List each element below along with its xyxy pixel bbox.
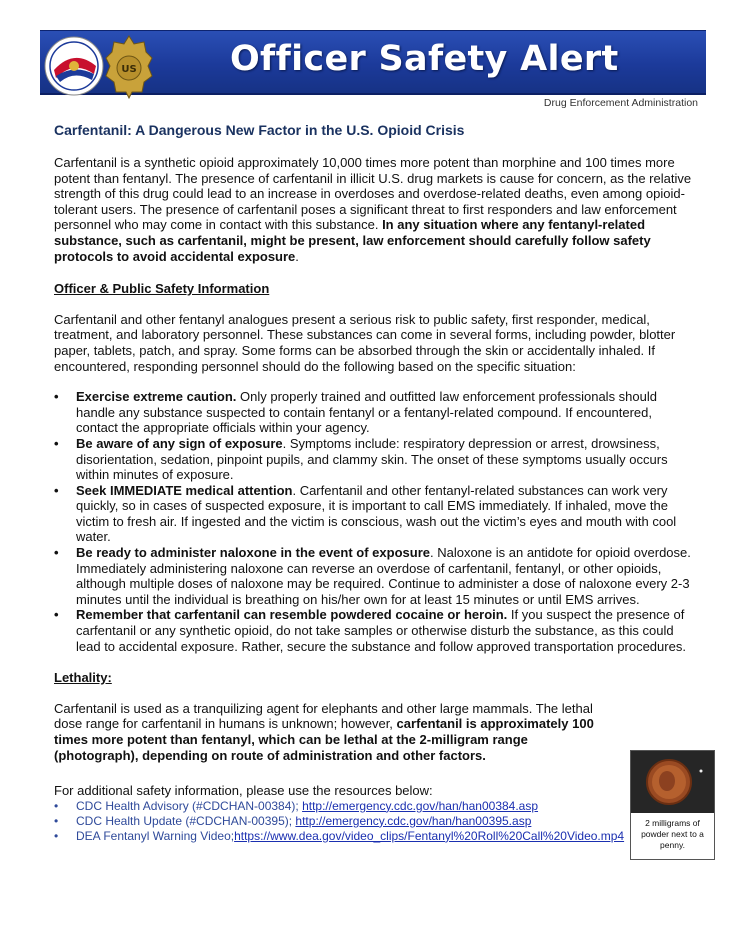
resource-label: CDC Health Advisory (#CDCHAN-00384); <box>76 798 303 813</box>
safety-item-bold: Exercise extreme caution. <box>76 389 237 405</box>
resource-label: DEA Fentanyl Warning Video; <box>76 828 235 843</box>
safety-item-bold: Be aware of any sign of exposure <box>76 435 283 451</box>
intro-bold-text: In any situation where any fentanyl-related substance, such as carfentanil, might be present, law enforcement should carefully follow safety protocols to avoid accidental exposure <box>54 217 651 264</box>
safety-item-bold: Remember that carfentanil can resemble powdered cocaine or heroin. <box>76 607 508 623</box>
lethality-text: Carfentanil is used as a tranquilizing agent for elephants and other large mammals. The lethal dose range for carfentanil in humans is unknown; however, <box>54 700 593 732</box>
safety-item <box>54 389 694 436</box>
safety-item <box>54 545 694 607</box>
dea-badge-icon <box>104 34 154 100</box>
resources-list <box>54 799 694 844</box>
lethality-paragraph <box>54 701 614 763</box>
document-headline: Carfentanil: A Dangerous New Factor in the U.S. Opioid Crisis <box>54 122 465 138</box>
safety-item <box>54 607 694 654</box>
penny-photo-box <box>630 750 715 860</box>
resource-link[interactable]: http://emergency.cdc.gov/han/han00384.asp <box>302 798 539 813</box>
safety-item-text: . Symptoms include: respiratory depression or arrest, drowsiness, disorientation, sedation, pinpoint pupils, and clammy skin. The onset of these symptoms usually occurs within minutes of exposure. <box>76 435 668 483</box>
svg-text:US: US <box>121 64 137 75</box>
safety-heading: Officer & Public Safety Information <box>54 281 270 297</box>
resource-item <box>54 829 694 844</box>
safety-paragraph: Carfentanil and other fentanyl analogues present a serious risk to public safety, first responder, medical, treatment, and laboratory personnel. These substances can come in several forms, including powder, blotter paper, tablets, patch, and spray. Some forms can be absorbed through the skin or accidentally inhaled. If encountered, responding personnel should do the following based on the specific situation: <box>54 311 676 374</box>
resource-link[interactable]: https://www.dea.gov/video_clips/Fentanyl%20Roll%20Call%20Video.mp4 <box>234 828 625 843</box>
safety-item-text: Only properly trained and outfitted law enforcement professionals should handle any substance suspected to contain fentanyl or a fentanyl-related compound. If encountered, contact the appropriate officials within your agency. <box>76 389 657 436</box>
agency-name: Drug Enforcement Administration <box>543 97 698 109</box>
safety-item <box>54 436 694 483</box>
lethality-heading: Lethality: <box>54 670 112 686</box>
penny-photo <box>631 751 714 813</box>
safety-list <box>54 389 694 654</box>
safety-item-text: . Carfentanil and other fentanyl-related substances can work very quickly, so in cases of suspected exposure, it is important to call EMS immediately. If inhaled, move the victim to fresh air. If ingested and the victim is conscious, wash out the victim’s eyes and mouth with cool water. <box>76 482 677 545</box>
resource-item <box>54 814 694 829</box>
resource-link[interactable]: http://emergency.cdc.gov/han/han00395.asp <box>295 813 532 828</box>
safety-item-text: If you suspect the presence of carfentanil or any synthetic opioid, do not take samples or otherwise disturb the substance, as this could lead to accidental exposure. Rather, secure the substance and follow approved transportation procedures. <box>76 607 686 654</box>
document-body <box>54 122 694 844</box>
resource-label: CDC Health Update (#CDCHAN-00395); <box>76 813 296 828</box>
resource-item <box>54 799 694 814</box>
intro-text: Carfentanil is a synthetic opioid approximately 10,000 times more potent than morphine and 100 times more potent than fentanyl. The presence of carfentanil in illicit U.S. drug markets is cause for concern, as the relative strength of this drug could lead to an increase in overdoses and overdose-related deaths, even among opioid-tolerant users. The presence of carfentanil poses a significant threat to first responders and law enforcement personnel who may come in contact with this substance. <box>54 155 692 233</box>
penny-icon <box>631 751 714 813</box>
safety-item-bold: Seek IMMEDIATE medical attention <box>76 482 293 498</box>
resources-intro: For additional safety information, please use the resources below: <box>54 783 433 799</box>
photo-caption: 2 milligrams of powder next to a penny. <box>641 818 704 850</box>
safety-item-bold: Be ready to administer naloxone in the event of exposure <box>76 545 430 561</box>
doj-seal-icon <box>44 36 104 96</box>
intro-end: . <box>295 248 299 264</box>
safety-item <box>54 483 694 545</box>
lethality-bold-text: carfentanil is approximately 100 times more potent than fentanyl, which can be lethal at the 2-milligram range (photograph), depending on route of administration and other factors. <box>54 716 594 763</box>
alert-title: Officer Safety Alert <box>230 39 619 79</box>
intro-paragraph <box>54 155 694 264</box>
safety-item-text: . Naloxone is an antidote for opioid overdose. Immediately administering naloxone can reverse an overdose of carfentanil, fentanyl, or other opioids, although multiple doses of naloxone may be required. Continue to administer a dose of naloxone every 2-3 minutes until the individual is breathing on his/her own for at least 15 minutes or until EMS arrives. <box>76 545 691 607</box>
